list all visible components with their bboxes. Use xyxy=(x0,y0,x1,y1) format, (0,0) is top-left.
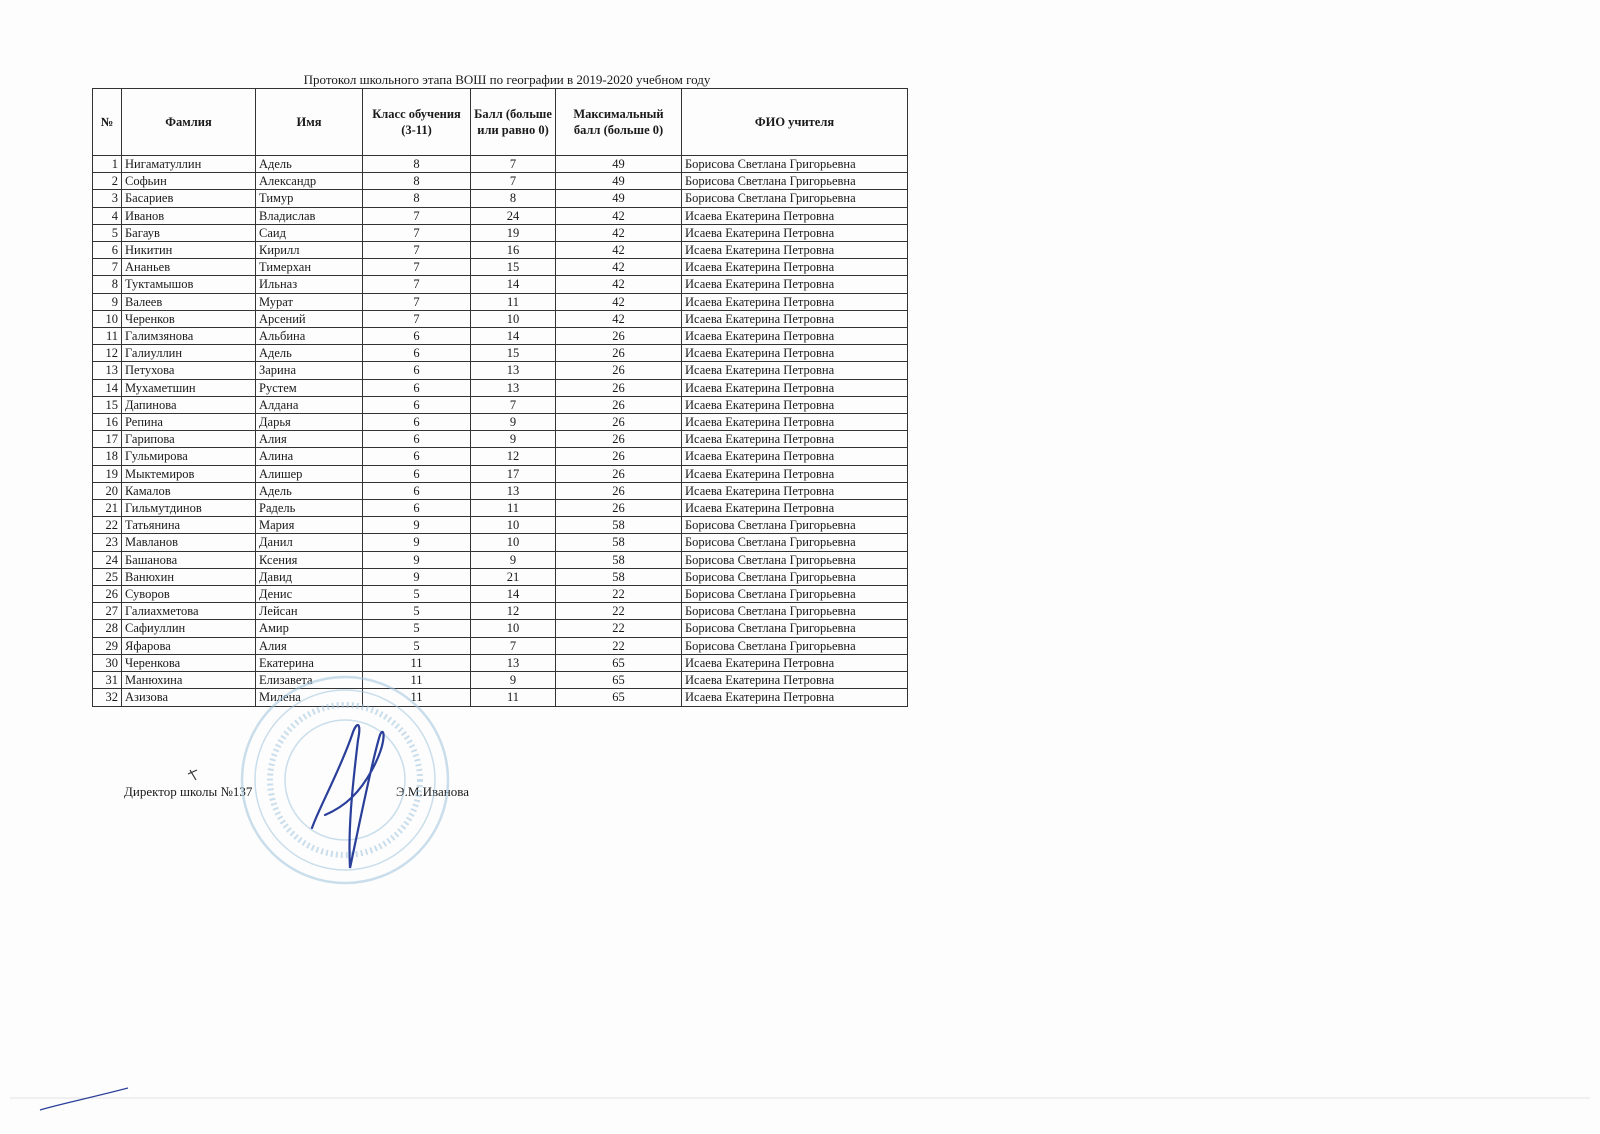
row-grade: 7 xyxy=(363,310,471,327)
row-surname: Туктамышов xyxy=(122,276,256,293)
row-max-score: 65 xyxy=(556,689,682,706)
row-surname: Ванюхин xyxy=(122,568,256,585)
row-max-score: 26 xyxy=(556,431,682,448)
row-surname: Никитин xyxy=(122,242,256,259)
row-num: 14 xyxy=(93,379,122,396)
row-surname: Галиахметова xyxy=(122,603,256,620)
row-surname: Мыктемиров xyxy=(122,465,256,482)
header-score: Балл (больше или равно 0) xyxy=(471,89,556,156)
row-num: 11 xyxy=(93,328,122,345)
row-num: 9 xyxy=(93,293,122,310)
row-surname: Сафиуллин xyxy=(122,620,256,637)
row-teacher: Исаева Екатерина Петровна xyxy=(682,224,908,241)
row-surname: Репина xyxy=(122,414,256,431)
row-grade: 9 xyxy=(363,551,471,568)
row-max-score: 42 xyxy=(556,310,682,327)
row-surname: Суворов xyxy=(122,586,256,603)
row-num: 13 xyxy=(93,362,122,379)
row-name: Саид xyxy=(256,224,363,241)
row-name: Екатерина xyxy=(256,654,363,671)
row-name: Алдана xyxy=(256,396,363,413)
row-max-score: 58 xyxy=(556,551,682,568)
row-grade: 8 xyxy=(363,173,471,190)
row-surname: Ананьев xyxy=(122,259,256,276)
row-score: 7 xyxy=(471,173,556,190)
row-surname: Дапинова xyxy=(122,396,256,413)
row-grade: 6 xyxy=(363,448,471,465)
row-num: 5 xyxy=(93,224,122,241)
row-num: 15 xyxy=(93,396,122,413)
row-teacher: Борисова Светлана Григорьевна xyxy=(682,190,908,207)
row-max-score: 26 xyxy=(556,500,682,517)
row-score: 12 xyxy=(471,603,556,620)
row-num: 22 xyxy=(93,517,122,534)
row-teacher: Исаева Екатерина Петровна xyxy=(682,259,908,276)
row-teacher: Исаева Екатерина Петровна xyxy=(682,689,908,706)
row-max-score: 42 xyxy=(556,276,682,293)
row-teacher: Исаева Екатерина Петровна xyxy=(682,482,908,499)
header-surname: Фамлия xyxy=(122,89,256,156)
row-teacher: Борисова Светлана Григорьевна xyxy=(682,586,908,603)
row-name: Владислав xyxy=(256,207,363,224)
row-score: 10 xyxy=(471,310,556,327)
header-teacher: ФИО учителя xyxy=(682,89,908,156)
row-score: 7 xyxy=(471,156,556,173)
row-max-score: 49 xyxy=(556,190,682,207)
row-teacher: Исаева Екатерина Петровна xyxy=(682,276,908,293)
row-max-score: 22 xyxy=(556,603,682,620)
row-name: Адель xyxy=(256,482,363,499)
row-surname: Нигаматуллин xyxy=(122,156,256,173)
row-num: 21 xyxy=(93,500,122,517)
row-grade: 6 xyxy=(363,500,471,517)
row-max-score: 26 xyxy=(556,465,682,482)
row-surname: Гильмутдинов xyxy=(122,500,256,517)
row-surname: Мухаметшин xyxy=(122,379,256,396)
row-score: 17 xyxy=(471,465,556,482)
row-teacher: Борисова Светлана Григорьевна xyxy=(682,603,908,620)
row-max-score: 58 xyxy=(556,568,682,585)
stamp-icon xyxy=(242,677,448,883)
row-surname: Татьянина xyxy=(122,517,256,534)
row-num: 10 xyxy=(93,310,122,327)
row-grade: 6 xyxy=(363,328,471,345)
row-num: 31 xyxy=(93,672,122,689)
row-score: 13 xyxy=(471,482,556,499)
row-name: Алишер xyxy=(256,465,363,482)
row-score: 10 xyxy=(471,517,556,534)
row-max-score: 42 xyxy=(556,293,682,310)
row-num: 8 xyxy=(93,276,122,293)
row-surname: Яфарова xyxy=(122,637,256,654)
row-num: 20 xyxy=(93,482,122,499)
row-score: 11 xyxy=(471,689,556,706)
row-grade: 6 xyxy=(363,414,471,431)
row-teacher: Исаева Екатерина Петровна xyxy=(682,465,908,482)
row-max-score: 26 xyxy=(556,414,682,431)
row-max-score: 22 xyxy=(556,586,682,603)
row-teacher: Борисова Светлана Григорьевна xyxy=(682,156,908,173)
row-num: 19 xyxy=(93,465,122,482)
row-name: Алия xyxy=(256,637,363,654)
row-score: 10 xyxy=(471,534,556,551)
director-position: Директор школы №137 xyxy=(124,784,253,799)
row-teacher: Исаева Екатерина Петровна xyxy=(682,500,908,517)
row-surname: Манюхина xyxy=(122,672,256,689)
row-grade: 8 xyxy=(363,156,471,173)
row-score: 14 xyxy=(471,328,556,345)
row-num: 3 xyxy=(93,190,122,207)
row-grade: 6 xyxy=(363,431,471,448)
row-surname: Иванов xyxy=(122,207,256,224)
row-max-score: 42 xyxy=(556,259,682,276)
row-teacher: Исаева Екатерина Петровна xyxy=(682,379,908,396)
header-grade: Класс обучения (3-11) xyxy=(363,89,471,156)
row-num: 12 xyxy=(93,345,122,362)
row-max-score: 65 xyxy=(556,672,682,689)
row-name: Милена xyxy=(256,689,363,706)
row-teacher: Исаева Екатерина Петровна xyxy=(682,207,908,224)
row-teacher: Борисова Светлана Григорьевна xyxy=(682,551,908,568)
row-num: 25 xyxy=(93,568,122,585)
row-teacher: Исаева Екатерина Петровна xyxy=(682,654,908,671)
row-surname: Мавланов xyxy=(122,534,256,551)
row-score: 21 xyxy=(471,568,556,585)
row-surname: Галимзянова xyxy=(122,328,256,345)
row-score: 10 xyxy=(471,620,556,637)
row-grade: 6 xyxy=(363,345,471,362)
header-max-score: Максимальный балл (больше 0) xyxy=(556,89,682,156)
row-score: 16 xyxy=(471,242,556,259)
row-grade: 7 xyxy=(363,259,471,276)
row-score: 9 xyxy=(471,551,556,568)
row-score: 9 xyxy=(471,672,556,689)
row-score: 11 xyxy=(471,293,556,310)
row-name: Тимерхан xyxy=(256,259,363,276)
row-max-score: 58 xyxy=(556,534,682,551)
row-score: 13 xyxy=(471,379,556,396)
row-score: 13 xyxy=(471,362,556,379)
row-score: 14 xyxy=(471,586,556,603)
row-max-score: 26 xyxy=(556,362,682,379)
row-grade: 11 xyxy=(363,689,471,706)
row-max-score: 22 xyxy=(556,620,682,637)
row-max-score: 22 xyxy=(556,637,682,654)
row-max-score: 26 xyxy=(556,328,682,345)
row-score: 11 xyxy=(471,500,556,517)
row-max-score: 42 xyxy=(556,242,682,259)
row-grade: 7 xyxy=(363,293,471,310)
row-num: 2 xyxy=(93,173,122,190)
row-teacher: Исаева Екатерина Петровна xyxy=(682,242,908,259)
row-num: 1 xyxy=(93,156,122,173)
signature-icon xyxy=(312,725,384,868)
row-name: Адель xyxy=(256,156,363,173)
row-surname: Валеев xyxy=(122,293,256,310)
row-num: 24 xyxy=(93,551,122,568)
header-num: № xyxy=(93,89,122,156)
row-num: 26 xyxy=(93,586,122,603)
document-title: Протокол школьного этапа ВОШ по географии в 2019-2020 учебном году xyxy=(303,72,711,87)
header-name: Имя xyxy=(256,89,363,156)
row-surname: Петухова xyxy=(122,362,256,379)
row-num: 18 xyxy=(93,448,122,465)
row-num: 28 xyxy=(93,620,122,637)
row-score: 14 xyxy=(471,276,556,293)
row-grade: 9 xyxy=(363,517,471,534)
row-grade: 6 xyxy=(363,379,471,396)
row-name: Елизавета xyxy=(256,672,363,689)
row-grade: 6 xyxy=(363,482,471,499)
row-grade: 7 xyxy=(363,242,471,259)
row-surname: Басариев xyxy=(122,190,256,207)
row-score: 7 xyxy=(471,637,556,654)
row-surname: Багаув xyxy=(122,224,256,241)
row-num: 7 xyxy=(93,259,122,276)
row-surname: Черенков xyxy=(122,310,256,327)
row-teacher: Борисова Светлана Григорьевна xyxy=(682,517,908,534)
row-score: 24 xyxy=(471,207,556,224)
row-name: Дарья xyxy=(256,414,363,431)
row-name: Альбина xyxy=(256,328,363,345)
row-name: Кирилл xyxy=(256,242,363,259)
row-max-score: 42 xyxy=(556,207,682,224)
row-teacher: Исаева Екатерина Петровна xyxy=(682,672,908,689)
row-max-score: 26 xyxy=(556,379,682,396)
row-name: Амир xyxy=(256,620,363,637)
row-teacher: Исаева Екатерина Петровна xyxy=(682,396,908,413)
row-max-score: 42 xyxy=(556,224,682,241)
row-score: 7 xyxy=(471,396,556,413)
row-grade: 6 xyxy=(363,396,471,413)
row-max-score: 26 xyxy=(556,396,682,413)
row-name: Мария xyxy=(256,517,363,534)
row-grade: 7 xyxy=(363,276,471,293)
row-teacher: Исаева Екатерина Петровна xyxy=(682,362,908,379)
row-max-score: 49 xyxy=(556,156,682,173)
row-grade: 8 xyxy=(363,190,471,207)
row-surname: Черенкова xyxy=(122,654,256,671)
row-teacher: Исаева Екатерина Петровна xyxy=(682,328,908,345)
row-name: Арсений xyxy=(256,310,363,327)
row-name: Радель xyxy=(256,500,363,517)
row-num: 6 xyxy=(93,242,122,259)
row-name: Тимур xyxy=(256,190,363,207)
row-teacher: Исаева Екатерина Петровна xyxy=(682,431,908,448)
row-teacher: Борисова Светлана Григорьевна xyxy=(682,620,908,637)
row-num: 17 xyxy=(93,431,122,448)
row-num: 30 xyxy=(93,654,122,671)
row-score: 9 xyxy=(471,431,556,448)
row-grade: 6 xyxy=(363,465,471,482)
row-num: 16 xyxy=(93,414,122,431)
row-score: 9 xyxy=(471,414,556,431)
row-max-score: 58 xyxy=(556,517,682,534)
row-grade: 5 xyxy=(363,586,471,603)
row-grade: 7 xyxy=(363,207,471,224)
row-teacher: Борисова Светлана Григорьевна xyxy=(682,637,908,654)
row-teacher: Исаева Екатерина Петровна xyxy=(682,310,908,327)
scan-mark-icon xyxy=(40,1088,128,1110)
row-surname: Азизова xyxy=(122,689,256,706)
row-teacher: Исаева Екатерина Петровна xyxy=(682,293,908,310)
row-grade: 7 xyxy=(363,224,471,241)
row-teacher: Исаева Екатерина Петровна xyxy=(682,448,908,465)
row-num: 32 xyxy=(93,689,122,706)
row-num: 4 xyxy=(93,207,122,224)
row-name: Ксения xyxy=(256,551,363,568)
row-max-score: 26 xyxy=(556,482,682,499)
row-name: Алия xyxy=(256,431,363,448)
director-name: Э.М.Иванова xyxy=(396,784,469,799)
row-max-score: 65 xyxy=(556,654,682,671)
row-teacher: Борисова Светлана Григорьевна xyxy=(682,568,908,585)
row-score: 12 xyxy=(471,448,556,465)
row-surname: Софьин xyxy=(122,173,256,190)
row-surname: Гульмирова xyxy=(122,448,256,465)
row-num: 29 xyxy=(93,637,122,654)
row-score: 15 xyxy=(471,345,556,362)
row-score: 19 xyxy=(471,224,556,241)
row-name: Зарина xyxy=(256,362,363,379)
row-surname: Башанова xyxy=(122,551,256,568)
row-surname: Гарипова xyxy=(122,431,256,448)
row-name: Александр xyxy=(256,173,363,190)
row-grade: 5 xyxy=(363,637,471,654)
row-grade: 5 xyxy=(363,620,471,637)
row-grade: 5 xyxy=(363,603,471,620)
row-surname: Камалов xyxy=(122,482,256,499)
row-surname: Галиуллин xyxy=(122,345,256,362)
row-max-score: 26 xyxy=(556,345,682,362)
row-name: Рустем xyxy=(256,379,363,396)
row-name: Денис xyxy=(256,586,363,603)
row-teacher: Исаева Екатерина Петровна xyxy=(682,345,908,362)
row-teacher: Исаева Екатерина Петровна xyxy=(682,414,908,431)
row-score: 13 xyxy=(471,654,556,671)
row-grade: 11 xyxy=(363,654,471,671)
row-grade: 9 xyxy=(363,568,471,585)
row-max-score: 49 xyxy=(556,173,682,190)
row-teacher: Борисова Светлана Григорьевна xyxy=(682,173,908,190)
row-name: Данил xyxy=(256,534,363,551)
row-name: Мурат xyxy=(256,293,363,310)
row-name: Давид xyxy=(256,568,363,585)
row-grade: 9 xyxy=(363,534,471,551)
row-score: 8 xyxy=(471,190,556,207)
row-name: Лейсан xyxy=(256,603,363,620)
row-num: 23 xyxy=(93,534,122,551)
row-name: Адель xyxy=(256,345,363,362)
row-grade: 11 xyxy=(363,672,471,689)
row-num: 27 xyxy=(93,603,122,620)
row-grade: 6 xyxy=(363,362,471,379)
row-max-score: 26 xyxy=(556,448,682,465)
row-teacher: Борисова Светлана Григорьевна xyxy=(682,534,908,551)
row-name: Ильназ xyxy=(256,276,363,293)
pen-mark-icon xyxy=(188,770,197,780)
row-name: Алина xyxy=(256,448,363,465)
row-score: 15 xyxy=(471,259,556,276)
